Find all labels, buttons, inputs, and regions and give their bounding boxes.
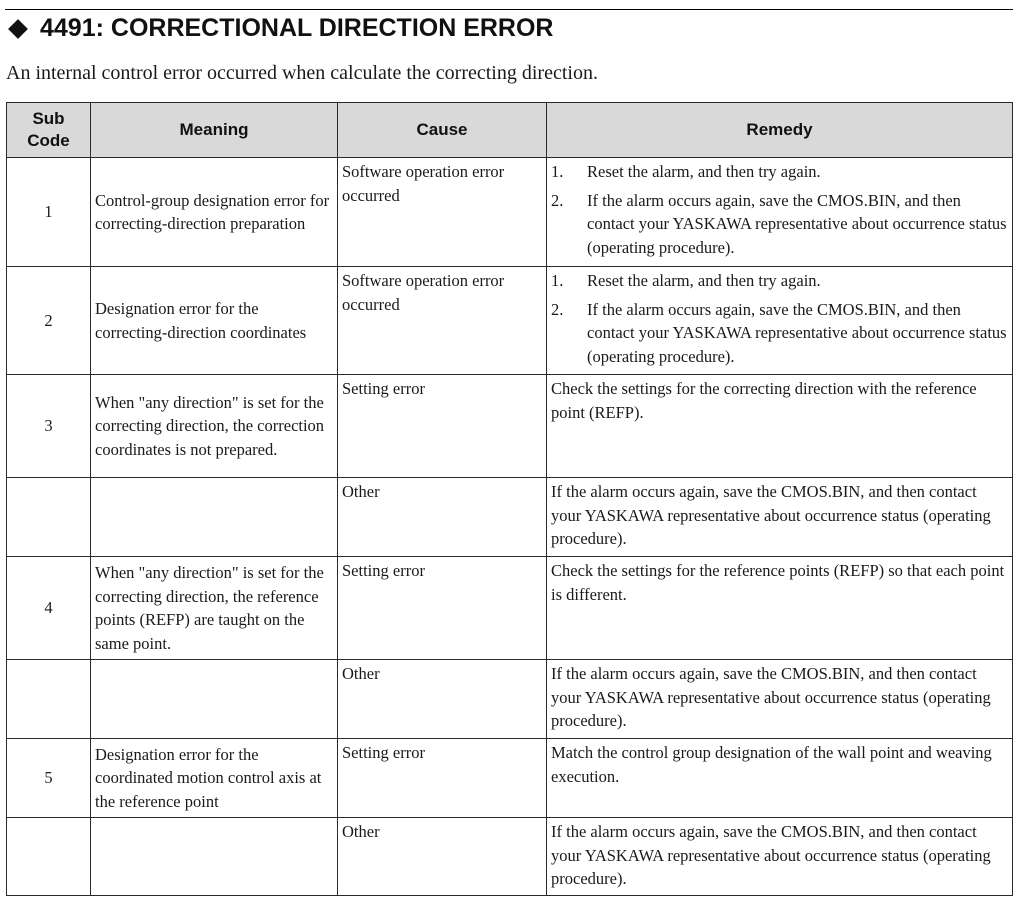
remedy-steps (551, 160, 1008, 259)
table-row (7, 739, 1013, 818)
sub-code-cell: 1 (7, 158, 91, 267)
header-remedy: Remedy (547, 103, 1013, 158)
remedy-cell: If the alarm occurs again, save the CMOS.BIN, and then contact your YASKAWA representative about occurrence status (operating procedure). (547, 660, 1013, 739)
cause-cell: Software operation error occurred (338, 158, 547, 267)
sub-code-cell: 2 (7, 267, 91, 375)
step-number: 1. (551, 271, 564, 290)
cause-cell: Software operation error occurred (338, 267, 547, 375)
table-row (7, 478, 1013, 557)
header-cause: Cause (338, 103, 547, 158)
meaning-cell (91, 818, 338, 896)
sub-code-cell (7, 818, 91, 896)
alarm-description: An internal control error occurred when calculate the correcting direction. (6, 62, 598, 84)
meaning-cell (91, 478, 338, 557)
remedy-step (551, 189, 1008, 260)
table-row (7, 557, 1013, 660)
top-rule (5, 9, 1013, 10)
remedy-cell: If the alarm occurs again, save the CMOS.BIN, and then contact your YASKAWA representative about occurrence status (operating procedure). (547, 818, 1013, 896)
meaning-cell: When "any direction" is set for the correcting direction, the correction coordinates is not prepared. (91, 375, 338, 478)
step-number: 1. (551, 162, 564, 181)
step-number: 2. (551, 299, 564, 319)
cause-cell: Setting error (338, 739, 547, 818)
cause-cell: Setting error (338, 375, 547, 478)
remedy-step (551, 298, 1008, 369)
sub-code-cell: 5 (7, 739, 91, 818)
table-row (7, 818, 1013, 896)
cause-cell: Setting error (338, 557, 547, 660)
table-row (7, 375, 1013, 478)
sub-code-cell (7, 660, 91, 739)
sub-code-cell: 4 (7, 557, 91, 660)
step-text: If the alarm occurs again, save the CMOS.BIN, and then contact your YASKAWA representative about occurrence status (operating procedure). (587, 299, 1007, 366)
meaning-cell: Designation error for the coordinated motion control axis at the reference point (91, 739, 338, 818)
diamond-bullet-icon (8, 19, 28, 39)
remedy-cell: If the alarm occurs again, save the CMOS.BIN, and then contact your YASKAWA representative about occurrence status (operating procedure). (547, 478, 1013, 557)
meaning-cell (91, 660, 338, 739)
cause-cell: Other (338, 818, 547, 896)
table-row (7, 158, 1013, 267)
remedy-steps (551, 269, 1008, 368)
step-text: Reset the alarm, and then try again. (587, 162, 821, 181)
meaning-cell: Designation error for the correcting-direction coordinates (91, 267, 338, 375)
sub-code-cell: 3 (7, 375, 91, 478)
remedy-cell (547, 267, 1013, 375)
cause-cell: Other (338, 660, 547, 739)
header-sub-code: Sub Code (7, 103, 91, 158)
table-header-row (7, 103, 1013, 158)
remedy-cell: Check the settings for the correcting direction with the reference point (REFP). (547, 375, 1013, 478)
step-text: If the alarm occurs again, save the CMOS.BIN, and then contact your YASKAWA representative about occurrence status (operating procedure). (587, 190, 1007, 257)
table-row (7, 660, 1013, 739)
table-row (7, 267, 1013, 375)
step-number: 2. (551, 190, 564, 210)
alarm-heading (6, 14, 554, 43)
remedy-step (551, 160, 1008, 184)
sub-code-cell (7, 478, 91, 557)
step-text: Reset the alarm, and then try again. (587, 271, 821, 290)
meaning-cell: Control-group designation error for correcting-direction preparation (91, 158, 338, 267)
header-meaning: Meaning (91, 103, 338, 158)
remedy-step (551, 269, 1008, 293)
remedy-cell: Match the control group designation of the wall point and weaving execution. (547, 739, 1013, 818)
remedy-cell (547, 158, 1013, 267)
alarm-title: 4491: CORRECTIONAL DIRECTION ERROR (40, 14, 554, 42)
cause-cell: Other (338, 478, 547, 557)
meaning-cell: When "any direction" is set for the correcting direction, the reference points (REFP) are taught on the same point. (91, 557, 338, 660)
remedy-cell: Check the settings for the reference points (REFP) so that each point is different. (547, 557, 1013, 660)
alarm-table (6, 102, 1013, 896)
